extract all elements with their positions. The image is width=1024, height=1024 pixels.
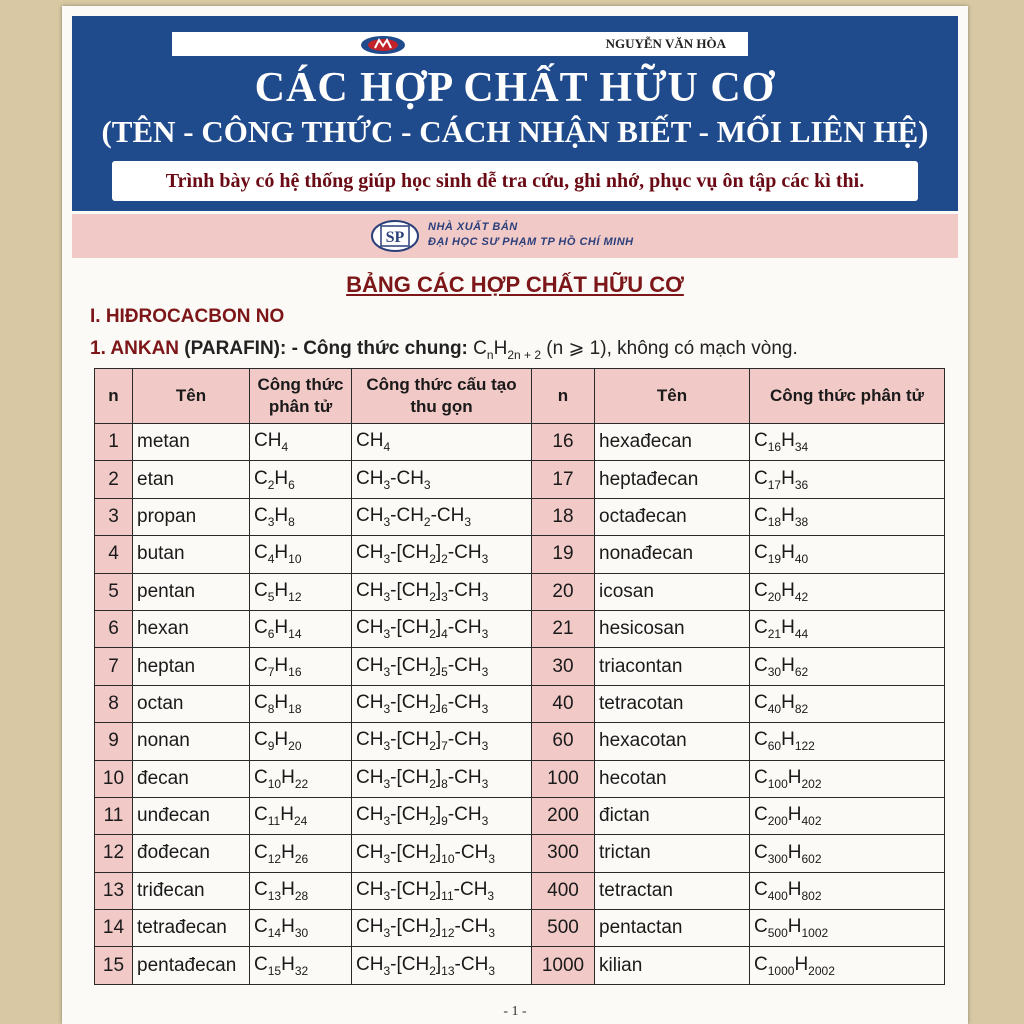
table-title: BẢNG CÁC HỢP CHẤT HỮU CƠ <box>346 272 684 297</box>
cell-n: 12 <box>95 835 133 872</box>
cell-n: 15 <box>95 947 133 984</box>
cell-condensed: $CH_3-CH_3$ <box>352 461 532 498</box>
ankan-heading <box>90 337 798 362</box>
col-header-name: Tên <box>133 369 250 424</box>
cell-molecular2: $C_{100}H_{202}$ <box>750 760 945 797</box>
cell-condensed: $CH_3-[CH_2]_2-CH_3$ <box>352 536 532 573</box>
cell-condensed: $CH_3-[CH_2]_{13}-CH_3$ <box>352 947 532 984</box>
publisher-line-2: ĐẠI HỌC SƯ PHẠM TP HỒ CHÍ MINH <box>428 236 634 248</box>
formula-c-sub: n <box>486 347 494 362</box>
cell-molecular: $C_{15}H_{32}$ <box>250 947 352 984</box>
publisher-logo <box>370 219 420 253</box>
cell-name: metan <box>133 424 250 461</box>
cell-molecular2: $C_{18}H_{38}$ <box>750 498 945 535</box>
cell-name2: kilian <box>595 947 750 984</box>
publisher-logo-text: SP <box>385 229 405 246</box>
cell-molecular: $C_{13}H_{28}$ <box>250 872 352 909</box>
author-bar <box>172 32 748 56</box>
cell-name2: heptađecan <box>595 461 750 498</box>
cell-molecular: $C_8H_{18}$ <box>250 685 352 722</box>
cell-n: 1 <box>95 424 133 461</box>
cell-n2: 300 <box>532 835 595 872</box>
formula-label: - Công thức chung: <box>291 338 474 359</box>
cell-molecular2: $C_{20}H_{42}$ <box>750 573 945 610</box>
cell-molecular: $CH_4$ <box>250 424 352 461</box>
cell-n: 5 <box>95 573 133 610</box>
table-row <box>95 610 945 647</box>
author-name: NGUYỄN VĂN HÒA <box>605 36 726 51</box>
table-row <box>95 835 945 872</box>
cell-molecular: $C_5H_{12}$ <box>250 573 352 610</box>
cell-molecular2: $C_{400}H_{802}$ <box>750 872 945 909</box>
cell-n2: 40 <box>532 685 595 722</box>
document-page <box>62 6 968 1024</box>
col-header-n2: n <box>532 369 595 424</box>
formula-h: H <box>493 338 508 359</box>
alkane-table <box>94 368 945 985</box>
col-header-molecular: Công thức phân tử <box>250 369 352 424</box>
cell-molecular: $C_{14}H_{30}$ <box>250 910 352 947</box>
cell-name2: hexacotan <box>595 723 750 760</box>
table-row <box>95 872 945 909</box>
cell-molecular2: $C_{1000}H_{2002}$ <box>750 947 945 984</box>
general-formula <box>473 338 542 362</box>
cell-molecular: $C_{12}H_{26}$ <box>250 835 352 872</box>
cell-condensed: $CH_4$ <box>352 424 532 461</box>
cell-name2: octađecan <box>595 498 750 535</box>
table-row <box>95 910 945 947</box>
table-row <box>95 797 945 834</box>
cell-n: 14 <box>95 910 133 947</box>
ankan-label: 1. ANKAN <box>90 338 180 359</box>
col-header-condensed: Công thức cấu tạo thu gọn <box>352 369 532 424</box>
cell-molecular: $C_{11}H_{24}$ <box>250 797 352 834</box>
cell-n2: 16 <box>532 424 595 461</box>
publisher-bar <box>72 214 958 258</box>
cell-n: 11 <box>95 797 133 834</box>
table-row <box>95 648 945 685</box>
cell-n2: 100 <box>532 760 595 797</box>
table-row <box>95 760 945 797</box>
cell-condensed: $CH_3-[CH_2]_{10}-CH_3$ <box>352 835 532 872</box>
cell-condensed: $CH_3-CH_2-CH_3$ <box>352 498 532 535</box>
table-row <box>95 498 945 535</box>
formula-h-sub: 2n + 2 <box>507 347 542 362</box>
cell-molecular: $C_3H_8$ <box>250 498 352 535</box>
table-row <box>95 947 945 984</box>
cell-name: propan <box>133 498 250 535</box>
cell-name2: icosan <box>595 573 750 610</box>
cell-n2: 60 <box>532 723 595 760</box>
cell-molecular2: $C_{60}H_{122}$ <box>750 723 945 760</box>
cell-name2: hesicosan <box>595 610 750 647</box>
page-number: - 1 - <box>503 1004 527 1019</box>
cell-name: đecan <box>133 760 250 797</box>
cell-name: tetrađecan <box>133 910 250 947</box>
cell-n2: 18 <box>532 498 595 535</box>
cell-molecular2: $C_{300}H_{602}$ <box>750 835 945 872</box>
cell-n: 13 <box>95 872 133 909</box>
cell-molecular2: $C_{200}H_{402}$ <box>750 797 945 834</box>
table-row <box>95 723 945 760</box>
cell-name2: triacontan <box>595 648 750 685</box>
cell-molecular: $C_4H_{10}$ <box>250 536 352 573</box>
cell-name2: pentactan <box>595 910 750 947</box>
cell-name: heptan <box>133 648 250 685</box>
col-header-n: n <box>95 369 133 424</box>
cell-name: octan <box>133 685 250 722</box>
cell-n: 4 <box>95 536 133 573</box>
tagline-box <box>112 161 918 201</box>
cell-name: hexan <box>133 610 250 647</box>
cell-molecular2: $C_{500}H_{1002}$ <box>750 910 945 947</box>
cell-n2: 500 <box>532 910 595 947</box>
col-header-name2: Tên <box>595 369 750 424</box>
cell-name2: hecotan <box>595 760 750 797</box>
cell-condensed: $CH_3-[CH_2]_9-CH_3$ <box>352 797 532 834</box>
cell-n: 6 <box>95 610 133 647</box>
table-row <box>95 573 945 610</box>
col-header-molecular2: Công thức phân tử <box>750 369 945 424</box>
cell-molecular2: $C_{21}H_{44}$ <box>750 610 945 647</box>
section-title: I. HIĐROCACBON NO <box>90 306 285 327</box>
cell-n: 3 <box>95 498 133 535</box>
cell-n2: 21 <box>532 610 595 647</box>
cell-name: đođecan <box>133 835 250 872</box>
cell-name: nonan <box>133 723 250 760</box>
cell-molecular: $C_7H_{16}$ <box>250 648 352 685</box>
cell-molecular2: $C_{17}H_{36}$ <box>750 461 945 498</box>
cell-n: 9 <box>95 723 133 760</box>
cell-name2: trictan <box>595 835 750 872</box>
publisher-text <box>428 220 634 250</box>
cell-name2: đictan <box>595 797 750 834</box>
cell-name2: nonađecan <box>595 536 750 573</box>
cell-name2: tetracotan <box>595 685 750 722</box>
cell-name2: hexađecan <box>595 424 750 461</box>
cell-molecular2: $C_{19}H_{40}$ <box>750 536 945 573</box>
cell-condensed: $CH_3-[CH_2]_5-CH_3$ <box>352 648 532 685</box>
cell-molecular: $C_6H_{14}$ <box>250 610 352 647</box>
cell-condensed: $CH_3-[CH_2]_8-CH_3$ <box>352 760 532 797</box>
cell-molecular2: $C_{40}H_{82}$ <box>750 685 945 722</box>
cell-name: etan <box>133 461 250 498</box>
cell-n2: 200 <box>532 797 595 834</box>
cell-name2: tetractan <box>595 872 750 909</box>
publisher-line-1: NHÀ XUẤT BẢN <box>428 221 518 233</box>
cell-name: butan <box>133 536 250 573</box>
table-row <box>95 461 945 498</box>
cell-condensed: $CH_3-[CH_2]_4-CH_3$ <box>352 610 532 647</box>
cell-molecular2: $C_{30}H_{62}$ <box>750 648 945 685</box>
emblem-icon <box>358 35 408 55</box>
publisher-logo-icon <box>370 219 420 253</box>
cell-n: 8 <box>95 685 133 722</box>
cell-n2: 1000 <box>532 947 595 984</box>
ankan-paren: (PARAFIN): <box>179 338 292 359</box>
cell-condensed: $CH_3-[CH_2]_{12}-CH_3$ <box>352 910 532 947</box>
cell-molecular: $C_2H_6$ <box>250 461 352 498</box>
cell-condensed: $CH_3-[CH_2]_{11}-CH_3$ <box>352 872 532 909</box>
table-row <box>95 424 945 461</box>
cell-n2: 20 <box>532 573 595 610</box>
cell-name: unđecan <box>133 797 250 834</box>
cell-n2: 400 <box>532 872 595 909</box>
table-header-row <box>95 369 945 424</box>
cell-name: pentađecan <box>133 947 250 984</box>
cell-n: 7 <box>95 648 133 685</box>
header-banner <box>72 16 958 211</box>
cell-molecular: $C_9H_{20}$ <box>250 723 352 760</box>
cell-molecular2: $C_{16}H_{34}$ <box>750 424 945 461</box>
formula-c: C <box>473 338 487 359</box>
cell-n2: 30 <box>532 648 595 685</box>
cell-condensed: $CH_3-[CH_2]_6-CH_3$ <box>352 685 532 722</box>
cell-molecular: $C_{10}H_{22}$ <box>250 760 352 797</box>
cell-n2: 19 <box>532 536 595 573</box>
cell-n: 10 <box>95 760 133 797</box>
tagline: Trình bày có hệ thống giúp học sinh dễ tra cứu, ghi nhớ, phục vụ ôn tập các kì thi. <box>165 169 865 192</box>
table-row <box>95 685 945 722</box>
cell-n2: 17 <box>532 461 595 498</box>
cell-condensed: $CH_3-[CH_2]_3-CH_3$ <box>352 573 532 610</box>
cell-n: 2 <box>95 461 133 498</box>
cell-condensed: $CH_3-[CH_2]_7-CH_3$ <box>352 723 532 760</box>
formula-condition: (n ⩾ 1), không có mạch vòng. <box>541 338 798 359</box>
cell-name: pentan <box>133 573 250 610</box>
page-title: CÁC HỢP CHẤT HỮU CƠ <box>254 65 776 111</box>
page-subtitle: (TÊN - CÔNG THỨC - CÁCH NHẬN BIẾT - MỐI LIÊN HỆ) <box>101 114 929 149</box>
cell-name: triđecan <box>133 872 250 909</box>
table-row <box>95 536 945 573</box>
